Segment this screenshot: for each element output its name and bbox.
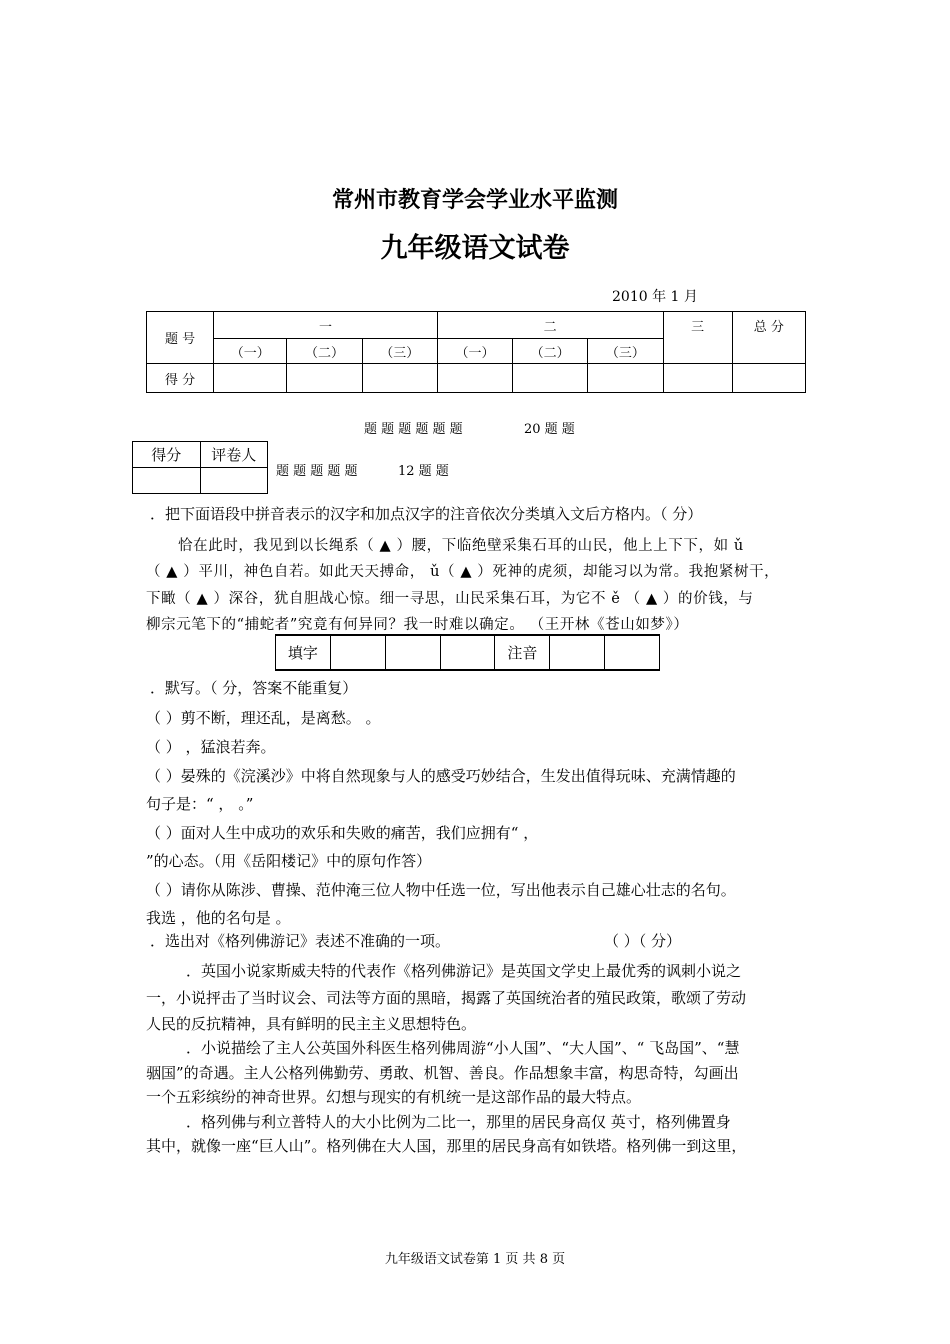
score-cell[interactable] [287,364,362,393]
q1-passage-line: 柳宗元笔下的“捕蛇者”究竟有何异同？我一时难以确定。 （王开林《苍山如梦》） [146,617,689,633]
q1-passage-line: 恰在此时，我见到以长绳系（ ▲ ）腰，下临绝壁采集石耳的山民，他上上下下，如 ǔ [178,538,744,554]
row-label-score: 得 分 [147,364,214,393]
q3-option-a: ．英国小说家斯威夫特的代表作《格列佛游记》是英国文学史上最优秀的讽刺小说之 [186,962,742,980]
q1-passage-line: （ ▲ ）平川，神色自若。如此天天搏命， ǔ（ ▲ ）死神的虎须，却能习以为常。我抱紧树干， [146,564,780,580]
grader-person-cell[interactable] [200,468,268,494]
grader-score-cell[interactable] [133,468,201,494]
score-table [146,311,806,393]
exam-title: 九年级语文试卷 [380,233,570,264]
q2-line: （ ） ，猛浪若奔。 [146,738,276,756]
part-two-header: 二 [437,312,663,339]
q2-line: ”的心态。（用《岳阳楼记》中的原句作答） [146,852,432,870]
phonetic-label: 注音 [495,635,550,670]
q1-stem: ．把下面语段中拼音表示的汉字和加点汉字的注音依次分类填入文后方格内。（ 分） [150,505,703,523]
grader-person-label: 评卷人 [200,442,268,468]
sub-header: （二） [287,339,362,364]
total-header: 总 分 [732,312,805,364]
answer-cell[interactable] [330,635,385,670]
part-one-header: 一 [214,312,438,339]
sub-section-heading-score: 12 题 题 [398,464,449,479]
q2-stem: ．默写。（ 分，答案不能重复） [150,679,358,697]
q3-option-c: ．格列佛与利立普特人的大小比例为二比一，那里的居民身高仅 英寸，格列佛置身 [186,1113,731,1131]
score-cell[interactable] [663,364,732,393]
q2-line: 句子是：“ ， 。” [146,795,254,813]
q1-passage-line: 下瞰（ ▲ ）深谷，犹自胆战心惊。细一寻思，山民采集石耳，为它不 ě （ ▲ ）的价钱，与 [146,591,754,607]
sub-section-heading: 题 题 题 题 题 [276,464,358,479]
q3-option-b: 骃国”的奇遇。主人公格列佛勤劳、勇敢、机智、善良。作品想象丰富，构思奇特，勾画出 [146,1064,739,1082]
sub-header: （一） [214,339,287,364]
sub-header: （一） [437,339,512,364]
q3-stem: ．选出对《格列佛游记》表述不准确的一项。 [150,932,451,950]
page-footer: 九年级语文试卷第 1 页 共 8 页 [384,1252,566,1267]
score-cell[interactable] [588,364,663,393]
section-heading-score: 20 题 题 [524,422,575,437]
score-cell[interactable] [362,364,437,393]
q3-option-b: ．小说描绘了主人公英国外科医生格列佛周游“小人国”、“大人国”、“ 飞岛国”、“慧 [186,1039,740,1057]
q2-line: （ ）晏殊的《浣溪沙》中将自然现象与人的感受巧妙结合，生发出值得玩味、充满情趣的 [146,767,736,785]
q2-line: 我选 ，他的名句是 。 [146,909,291,927]
q2-line: （ ）请你从陈涉、曹操、范仲淹三位人物中任选一位，写出他表示自己雄心壮志的名句。 [146,881,736,899]
q2-line: （ ）面对人生中成功的欢乐和失败的痛苦，我们应拥有“ ， [146,824,539,842]
q3-option-c: 其中，就像一座“巨人山”。格列佛在大人国，那里的居民身高有如铁塔。格列佛一到这里， [146,1137,747,1155]
q3-option-a: 人民的反抗精神，具有鲜明的民主主义思想特色。 [146,1015,477,1033]
score-cell[interactable] [437,364,512,393]
score-cell[interactable] [513,364,588,393]
sub-header: （三） [588,339,663,364]
q3-option-a: 一，小说抨击了当时议会、司法等方面的黑暗，揭露了英国统治者的殖民政策，歌颂了劳动 [146,989,747,1007]
answer-cell[interactable] [385,635,440,670]
grader-box [132,441,268,494]
score-cell[interactable] [732,364,805,393]
row-label-number: 题 号 [147,312,214,364]
q3-option-b: 一个五彩缤纷的神奇世界。幻想与现实的有机统一是这部作品的最大特点。 [146,1088,642,1106]
grader-score-label: 得分 [133,442,201,468]
answer-cell[interactable] [440,635,495,670]
part-three-header: 三 [663,312,732,364]
q2-line: （ ）剪不断，理还乱，是离愁。 。 [146,709,381,727]
section-heading: 题 题 题 题 题 题 [364,422,463,437]
org-title: 常州市教育学会学业水平监测 [331,187,618,213]
answer-cell[interactable] [605,635,660,670]
sub-header: （三） [362,339,437,364]
sub-header: （二） [513,339,588,364]
q3-stem-answer: （ ）（ 分） [604,932,682,950]
score-cell[interactable] [214,364,287,393]
q1-answer-table [275,634,660,671]
fill-label: 填字 [276,635,331,670]
exam-date: 2010 年 1 月 [612,289,698,305]
answer-cell[interactable] [550,635,605,670]
